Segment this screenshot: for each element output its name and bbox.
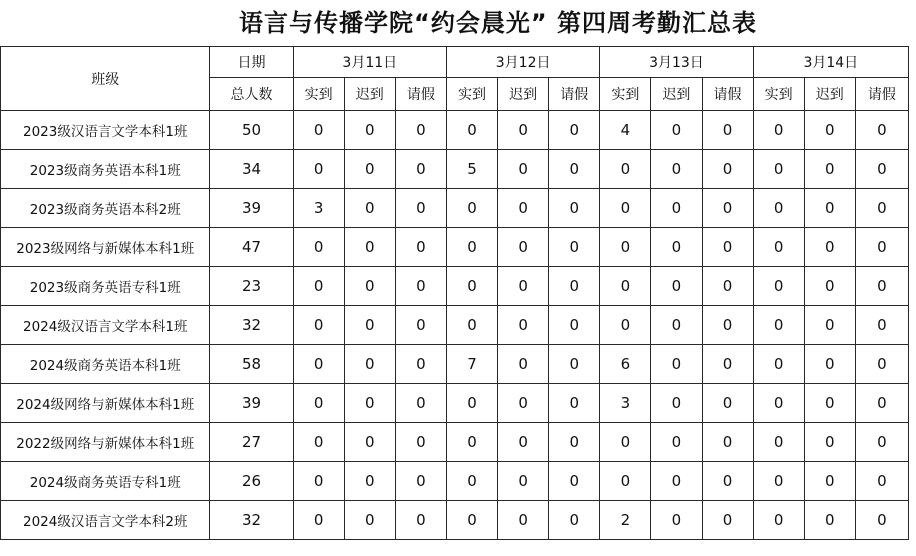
attendance-value-cell: 0 xyxy=(549,111,600,150)
attendance-value-cell: 0 xyxy=(702,111,753,150)
attendance-value-cell: 0 xyxy=(600,423,651,462)
attendance-table xyxy=(0,46,909,540)
header-late: 迟到 xyxy=(344,78,395,111)
class-name-cell: 2024级汉语言文学本科1班 xyxy=(1,306,210,345)
header-date-2: 3月12日 xyxy=(446,47,599,78)
attendance-value-cell: 0 xyxy=(702,501,753,540)
attendance-value-cell: 0 xyxy=(549,345,600,384)
attendance-value-cell: 0 xyxy=(293,306,344,345)
attendance-value-cell: 0 xyxy=(855,267,908,306)
attendance-value-cell: 0 xyxy=(753,189,804,228)
total-count-cell: 34 xyxy=(210,150,293,189)
attendance-value-cell: 0 xyxy=(344,150,395,189)
attendance-value-cell: 0 xyxy=(549,228,600,267)
attendance-value-cell: 0 xyxy=(753,306,804,345)
attendance-value-cell: 0 xyxy=(395,501,446,540)
attendance-value-cell: 0 xyxy=(395,384,446,423)
attendance-value-cell: 0 xyxy=(344,462,395,501)
attendance-value-cell: 0 xyxy=(855,462,908,501)
attendance-value-cell: 0 xyxy=(446,384,497,423)
class-name-cell: 2024级商务英语专科1班 xyxy=(1,462,210,501)
header-present: 实到 xyxy=(753,78,804,111)
attendance-value-cell: 0 xyxy=(293,384,344,423)
attendance-value-cell: 0 xyxy=(549,501,600,540)
attendance-value-cell: 0 xyxy=(753,267,804,306)
attendance-value-cell: 0 xyxy=(651,228,702,267)
header-date: 日期 xyxy=(210,47,293,78)
attendance-value-cell: 0 xyxy=(651,462,702,501)
attendance-value-cell: 0 xyxy=(293,501,344,540)
attendance-value-cell: 0 xyxy=(753,150,804,189)
total-count-cell: 39 xyxy=(210,189,293,228)
attendance-value-cell: 0 xyxy=(498,462,549,501)
attendance-value-cell: 0 xyxy=(855,150,908,189)
total-count-cell: 32 xyxy=(210,306,293,345)
attendance-value-cell: 0 xyxy=(855,111,908,150)
attendance-value-cell: 0 xyxy=(395,189,446,228)
total-count-cell: 58 xyxy=(210,345,293,384)
class-name-cell: 2023级商务英语本科1班 xyxy=(1,150,210,189)
attendance-value-cell: 0 xyxy=(498,306,549,345)
attendance-value-cell: 0 xyxy=(600,150,651,189)
table-row xyxy=(1,462,909,501)
table-row xyxy=(1,228,909,267)
attendance-value-cell: 0 xyxy=(855,306,908,345)
attendance-value-cell: 0 xyxy=(446,423,497,462)
attendance-value-cell: 0 xyxy=(651,267,702,306)
total-count-cell: 27 xyxy=(210,423,293,462)
attendance-value-cell: 0 xyxy=(600,462,651,501)
header-class: 班级 xyxy=(1,47,210,111)
attendance-value-cell: 0 xyxy=(344,345,395,384)
attendance-value-cell: 0 xyxy=(753,462,804,501)
table-row xyxy=(1,384,909,423)
class-name-cell: 2023级商务英语专科1班 xyxy=(1,267,210,306)
total-count-cell: 50 xyxy=(210,111,293,150)
class-name-cell: 2022级网络与新媒体本科1班 xyxy=(1,423,210,462)
total-count-cell: 23 xyxy=(210,267,293,306)
attendance-value-cell: 0 xyxy=(702,267,753,306)
attendance-value-cell: 0 xyxy=(293,150,344,189)
attendance-value-cell: 0 xyxy=(446,228,497,267)
table-row xyxy=(1,150,909,189)
attendance-value-cell: 0 xyxy=(395,306,446,345)
attendance-value-cell: 0 xyxy=(446,306,497,345)
attendance-value-cell: 0 xyxy=(855,501,908,540)
attendance-value-cell: 0 xyxy=(498,423,549,462)
attendance-value-cell: 0 xyxy=(549,306,600,345)
attendance-value-cell: 0 xyxy=(855,423,908,462)
attendance-value-cell: 0 xyxy=(651,189,702,228)
header-row-dates xyxy=(1,47,909,78)
attendance-value-cell: 0 xyxy=(804,345,855,384)
total-count-cell: 26 xyxy=(210,462,293,501)
attendance-value-cell: 0 xyxy=(395,150,446,189)
attendance-value-cell: 0 xyxy=(498,384,549,423)
attendance-value-cell: 0 xyxy=(804,111,855,150)
attendance-value-cell: 0 xyxy=(344,111,395,150)
attendance-value-cell: 0 xyxy=(293,345,344,384)
attendance-value-cell: 0 xyxy=(293,111,344,150)
header-total: 总人数 xyxy=(210,78,293,111)
class-name-cell: 2023级商务英语本科2班 xyxy=(1,189,210,228)
attendance-value-cell: 0 xyxy=(446,501,497,540)
attendance-value-cell: 0 xyxy=(498,267,549,306)
attendance-value-cell: 0 xyxy=(549,462,600,501)
attendance-value-cell: 0 xyxy=(395,228,446,267)
class-name-cell: 2023级汉语言文学本科1班 xyxy=(1,111,210,150)
attendance-value-cell: 0 xyxy=(344,189,395,228)
header-present: 实到 xyxy=(446,78,497,111)
attendance-value-cell: 2 xyxy=(600,501,651,540)
attendance-value-cell: 0 xyxy=(600,306,651,345)
attendance-value-cell: 0 xyxy=(804,306,855,345)
attendance-value-cell: 7 xyxy=(446,345,497,384)
attendance-value-cell: 0 xyxy=(753,423,804,462)
header-leave: 请假 xyxy=(395,78,446,111)
table-row xyxy=(1,189,909,228)
attendance-value-cell: 0 xyxy=(651,111,702,150)
attendance-value-cell: 0 xyxy=(395,267,446,306)
header-late: 迟到 xyxy=(651,78,702,111)
attendance-value-cell: 0 xyxy=(344,501,395,540)
table-row xyxy=(1,111,909,150)
attendance-value-cell: 0 xyxy=(753,111,804,150)
class-name-cell: 2024级网络与新媒体本科1班 xyxy=(1,384,210,423)
attendance-value-cell: 0 xyxy=(395,111,446,150)
attendance-value-cell: 0 xyxy=(753,228,804,267)
attendance-value-cell: 3 xyxy=(293,189,344,228)
class-name-cell: 2023级网络与新媒体本科1班 xyxy=(1,228,210,267)
attendance-value-cell: 0 xyxy=(293,267,344,306)
header-present: 实到 xyxy=(600,78,651,111)
attendance-value-cell: 0 xyxy=(498,345,549,384)
attendance-value-cell: 0 xyxy=(446,111,497,150)
attendance-value-cell: 0 xyxy=(446,267,497,306)
class-name-cell: 2024级商务英语本科1班 xyxy=(1,345,210,384)
attendance-value-cell: 0 xyxy=(753,501,804,540)
attendance-value-cell: 0 xyxy=(344,267,395,306)
attendance-value-cell: 0 xyxy=(804,189,855,228)
attendance-value-cell: 0 xyxy=(549,150,600,189)
header-date-4: 3月14日 xyxy=(753,47,908,78)
attendance-value-cell: 0 xyxy=(600,228,651,267)
attendance-value-cell: 0 xyxy=(549,267,600,306)
attendance-value-cell: 5 xyxy=(446,150,497,189)
attendance-value-cell: 0 xyxy=(855,228,908,267)
table-row xyxy=(1,345,909,384)
attendance-value-cell: 0 xyxy=(498,111,549,150)
header-late: 迟到 xyxy=(498,78,549,111)
attendance-value-cell: 6 xyxy=(600,345,651,384)
total-count-cell: 32 xyxy=(210,501,293,540)
attendance-value-cell: 0 xyxy=(293,228,344,267)
attendance-value-cell: 0 xyxy=(804,384,855,423)
total-count-cell: 47 xyxy=(210,228,293,267)
attendance-value-cell: 0 xyxy=(344,384,395,423)
attendance-value-cell: 0 xyxy=(651,345,702,384)
attendance-value-cell: 0 xyxy=(804,228,855,267)
attendance-value-cell: 0 xyxy=(804,423,855,462)
attendance-value-cell: 0 xyxy=(804,501,855,540)
table-row xyxy=(1,423,909,462)
attendance-value-cell: 0 xyxy=(549,423,600,462)
attendance-value-cell: 0 xyxy=(600,189,651,228)
attendance-value-cell: 3 xyxy=(600,384,651,423)
attendance-value-cell: 0 xyxy=(344,228,395,267)
attendance-value-cell: 0 xyxy=(855,384,908,423)
page-title: 语言与传播学院“约会晨光” 第四周考勤汇总表 xyxy=(239,9,757,37)
attendance-value-cell: 0 xyxy=(804,267,855,306)
attendance-value-cell: 0 xyxy=(446,462,497,501)
attendance-value-cell: 0 xyxy=(855,345,908,384)
attendance-value-cell: 0 xyxy=(702,150,753,189)
attendance-value-cell: 0 xyxy=(804,150,855,189)
attendance-value-cell: 0 xyxy=(498,228,549,267)
attendance-value-cell: 0 xyxy=(651,150,702,189)
header-leave: 请假 xyxy=(702,78,753,111)
attendance-value-cell: 0 xyxy=(549,189,600,228)
attendance-value-cell: 0 xyxy=(702,345,753,384)
attendance-value-cell: 0 xyxy=(293,462,344,501)
header-leave: 请假 xyxy=(549,78,600,111)
attendance-value-cell: 0 xyxy=(702,228,753,267)
attendance-value-cell: 0 xyxy=(344,306,395,345)
attendance-value-cell: 0 xyxy=(855,189,908,228)
attendance-value-cell: 0 xyxy=(651,384,702,423)
header-leave: 请假 xyxy=(855,78,908,111)
attendance-value-cell: 0 xyxy=(651,306,702,345)
attendance-value-cell: 0 xyxy=(498,501,549,540)
attendance-value-cell: 0 xyxy=(395,345,446,384)
attendance-value-cell: 0 xyxy=(702,462,753,501)
attendance-value-cell: 0 xyxy=(702,189,753,228)
total-count-cell: 39 xyxy=(210,384,293,423)
attendance-value-cell: 0 xyxy=(395,462,446,501)
attendance-value-cell: 0 xyxy=(651,423,702,462)
attendance-value-cell: 0 xyxy=(702,384,753,423)
header-present: 实到 xyxy=(293,78,344,111)
attendance-value-cell: 0 xyxy=(702,423,753,462)
header-late: 迟到 xyxy=(804,78,855,111)
attendance-value-cell: 4 xyxy=(600,111,651,150)
attendance-value-cell: 0 xyxy=(753,384,804,423)
attendance-value-cell: 0 xyxy=(702,306,753,345)
header-date-3: 3月13日 xyxy=(600,47,753,78)
attendance-value-cell: 0 xyxy=(498,150,549,189)
attendance-value-cell: 0 xyxy=(293,423,344,462)
header-date-1: 3月11日 xyxy=(293,47,446,78)
attendance-value-cell: 0 xyxy=(600,267,651,306)
class-name-cell: 2024级汉语言文学本科2班 xyxy=(1,501,210,540)
table-row xyxy=(1,267,909,306)
attendance-value-cell: 0 xyxy=(753,345,804,384)
attendance-value-cell: 0 xyxy=(804,462,855,501)
attendance-value-cell: 0 xyxy=(549,384,600,423)
attendance-value-cell: 0 xyxy=(651,501,702,540)
attendance-value-cell: 0 xyxy=(344,423,395,462)
table-row xyxy=(1,306,909,345)
attendance-value-cell: 0 xyxy=(446,189,497,228)
attendance-value-cell: 0 xyxy=(498,189,549,228)
table-row xyxy=(1,501,909,540)
attendance-value-cell: 0 xyxy=(395,423,446,462)
